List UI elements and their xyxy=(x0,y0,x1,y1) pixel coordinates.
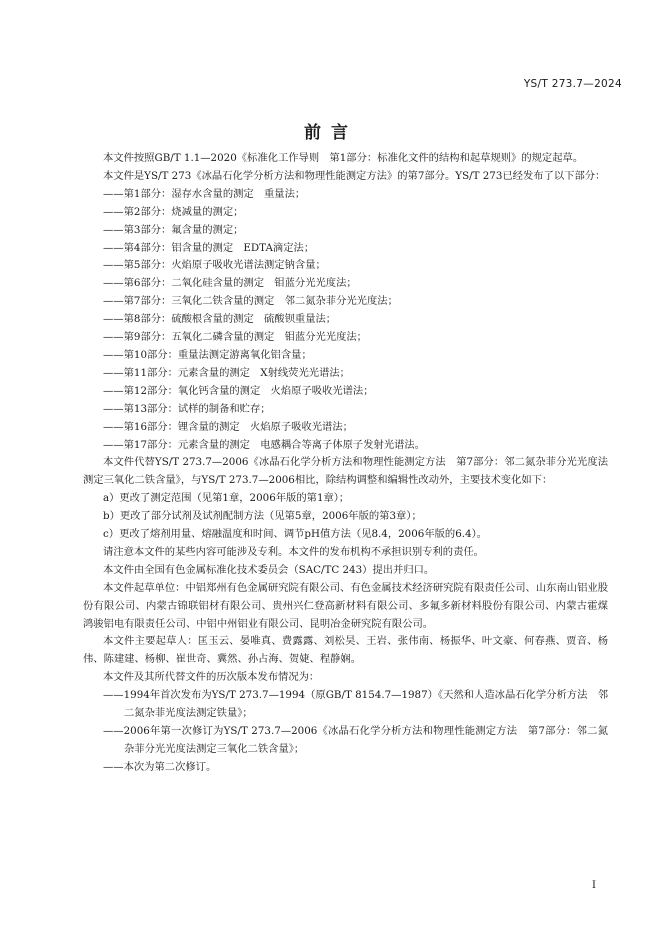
list-item: ——第16部分：锂含量的测定 火焰原子吸收光谱法； xyxy=(103,420,353,433)
list-item: ——第5部分：火焰原子吸收光谱法测定钠含量； xyxy=(103,259,326,272)
list-item: ——第11部分：元素含量的测定 X射线荧光光谱法； xyxy=(103,366,350,379)
list-item: ——本次为第二次修订。 xyxy=(103,760,217,773)
list-item: a）更改了测定范围（见第1章，2006年版的第1章）； xyxy=(103,492,350,505)
patent-notice: 请注意本文件的某些内容可能涉及专利。本文件的发布机构不承担识别专利的责任。 xyxy=(103,545,484,558)
drafting-units-paragraph: 本文件起草单位：中铝郑州有色金属研究院有限公司、有色金属技术经济研究院有限责任公司、山东南山铝业股份有限公司、内蒙古锦联铝材有限公司、贵州兴仁登高新材料有限公司、多氟多新材料股份有限公司、内蒙古霍煤鸿骏铝电有限责任公司、中铝中州铝业有限公司、昆明冶金研究院有限公司。 xyxy=(83,581,608,630)
proposer-paragraph: 本文件由全国有色金属标准化技术委员会（SAC/TC 243）提出并归口。 xyxy=(103,563,435,576)
list-item: ——第17部分：元素含量的测定 电感耦合等离子体原子发射光谱法。 xyxy=(103,438,426,451)
list-item: ——第9部分：五氧化二磷含量的测定 钼蓝分光光度法； xyxy=(103,331,367,344)
page-title: 前言 xyxy=(304,123,358,143)
list-item: ——第2部分：烧减量的测定； xyxy=(103,205,244,218)
list-item: ——第12部分：氧化钙含量的测定 火焰原子吸收光谱法； xyxy=(103,384,374,397)
history-intro: 本文件及其所代替文件的历次版本发布情况为： xyxy=(103,671,320,684)
list-item: ——第4部分：铝含量的测定 EDTA滴定法； xyxy=(103,241,315,254)
list-item: ——第1部分：湿存水含量的测定 重量法； xyxy=(103,187,306,200)
drafters-paragraph: 本文件主要起草人：匡玉云、晏唯真、费露露、刘松昊、王岩、张伟南、杨振华、叶文豪、何春燕、贾音、杨伟、陈建建、杨柳、崔世奇、冀然、孙占海、贺婕、程静娴。 xyxy=(83,635,608,666)
page-number: I xyxy=(592,880,596,891)
list-item: ——第3部分：氟含量的测定； xyxy=(103,223,244,236)
list-item: ——第13部分：试样的制备和贮存； xyxy=(103,402,271,415)
list-item: ——第8部分：硫酸根含量的测定 硫酸钡重量法； xyxy=(103,313,337,326)
list-item: ——第6部分：二氧化硅含量的测定 钼蓝分光光度法； xyxy=(103,277,357,290)
replaces-paragraph: 本文件代替YS/T 273.7—2006《冰晶石化学分析方法和物理性能测定方法 第7部分：邻二氮杂菲分光光度法测定三氧化二铁含量》，与YS/T 273.7—2006相比，除结构调整和编辑性改动外，主要技术变化如下： xyxy=(83,456,608,487)
part-intro-paragraph: 本文件是YS/T 273《冰晶石化学分析方法和物理性能测定方法》的第7部分。YS/T 273已经发布了以下部分： xyxy=(103,169,606,182)
list-item: c）更改了熔剂用量、熔融温度和时间、调节pH值方法（见8.4，2006年版的6.4）。 xyxy=(103,528,488,541)
list-item: ——1994年首次发布为YS/T 273.7—1994（原GB/T 8154.7—1987）《天然和人造冰晶石化学分析方法 邻二氮杂菲光度法测定铁量》； xyxy=(103,689,608,720)
standard-code: YS/T 273.7—2024 xyxy=(523,78,622,90)
changes-list xyxy=(83,490,608,544)
list-item: ——第10部分：重量法测定游离氧化铝含量； xyxy=(103,348,312,361)
history-list xyxy=(83,687,608,777)
parts-list xyxy=(83,186,608,455)
list-item: ——2006年第一次修订为YS/T 273.7—2006《冰晶石化学分析方法和物理性能测定方法 第7部分：邻二氮杂菲分光光度法测定三氧化二铁含量》； xyxy=(103,725,608,755)
list-item: ——第7部分：三氧化二铁含量的测定 邻二氮杂菲分光光度法； xyxy=(103,295,398,308)
list-item: b）更改了部分试剂及试剂配制方法（见第5章，2006年版的第3章）； xyxy=(103,510,422,523)
document-body xyxy=(83,150,608,777)
drafting-rule-paragraph: 本文件按照GB/T 1.1—2020《标准化工作导则 第1部分：标准化文件的结构和起草规则》的规定起草。 xyxy=(103,152,584,164)
